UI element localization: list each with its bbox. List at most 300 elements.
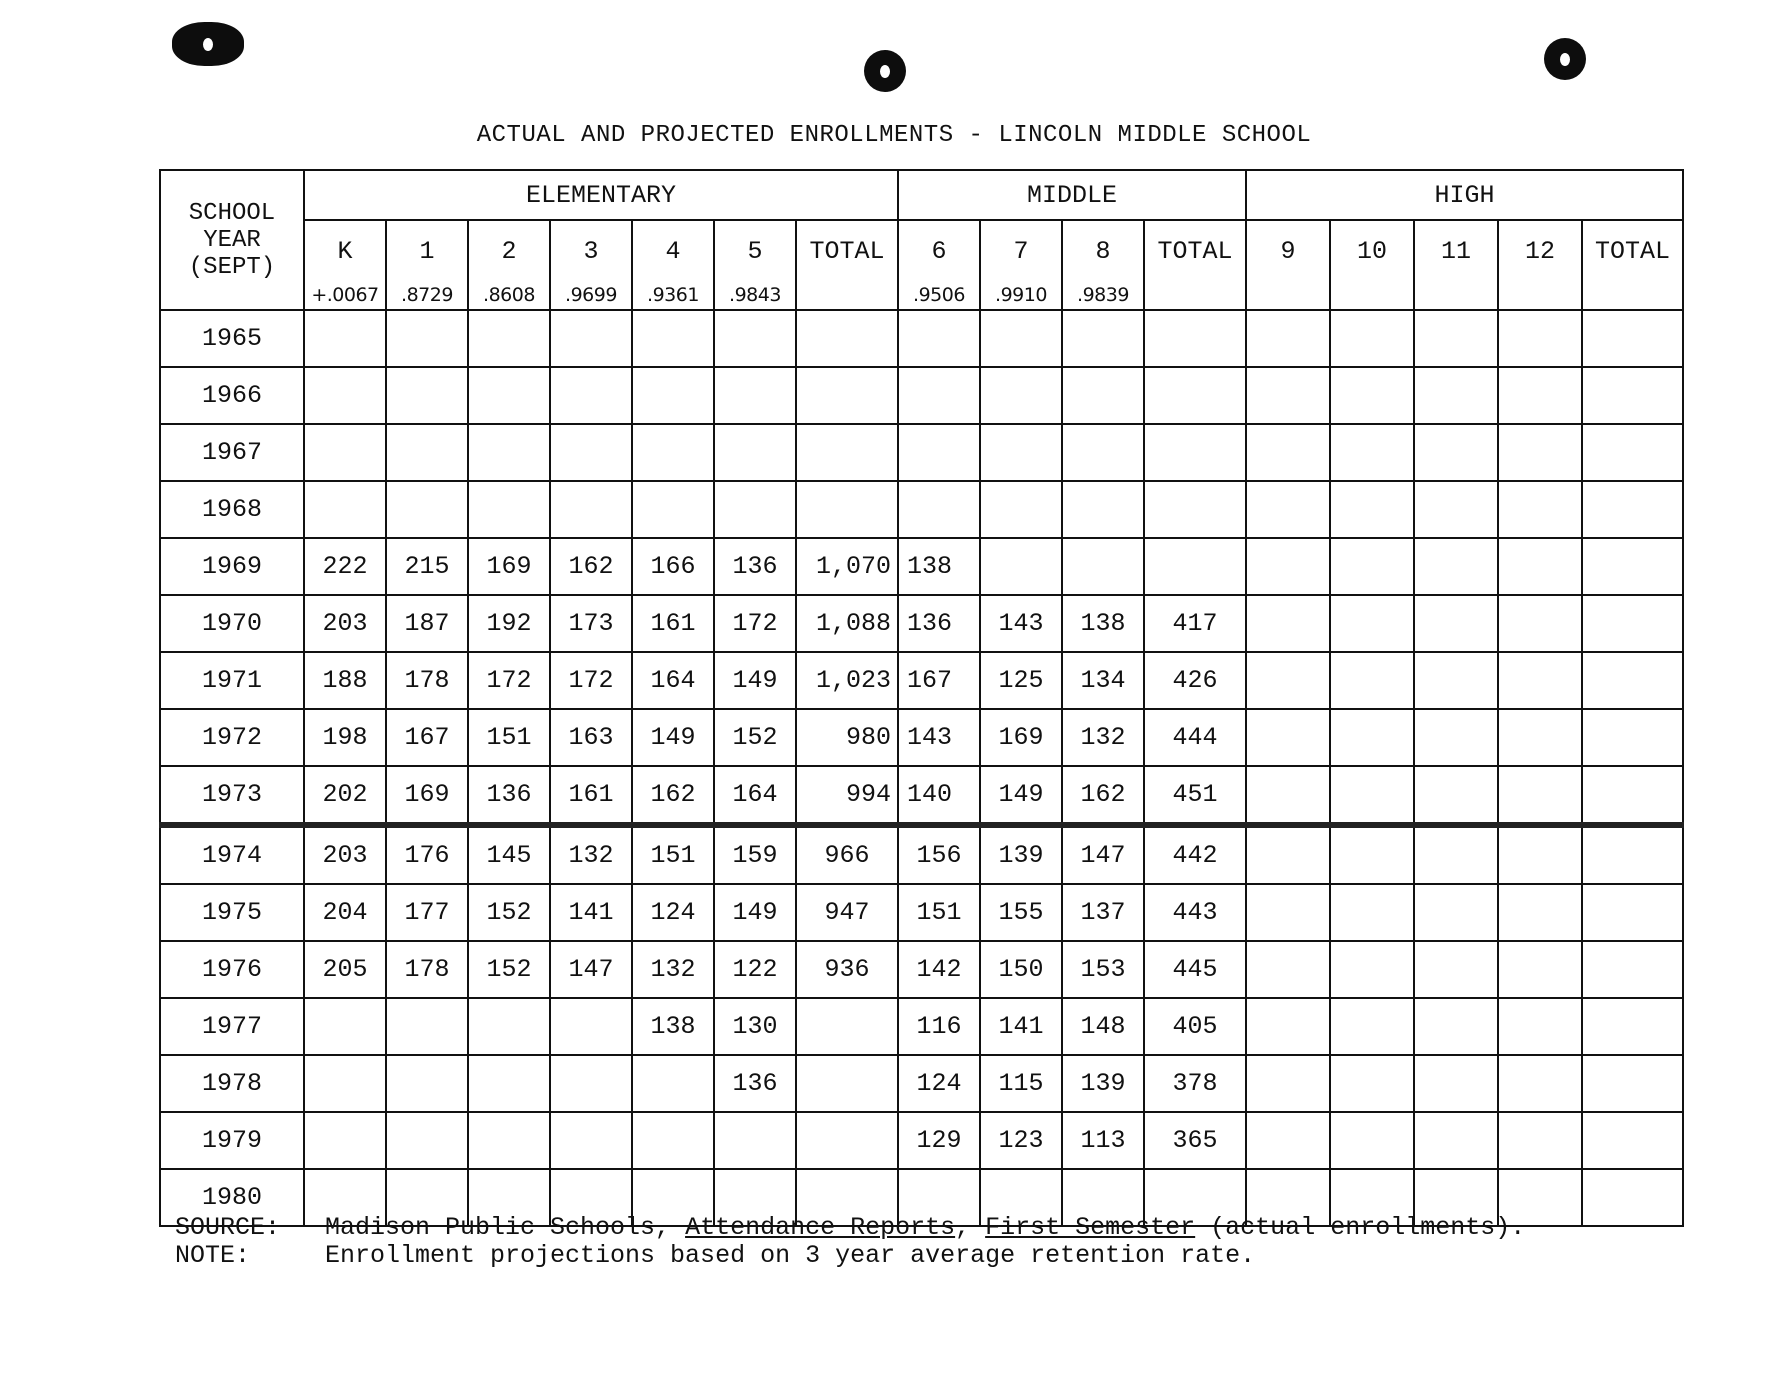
enrollment-cell: 1,070 [796, 538, 898, 595]
enrollment-cell [1414, 998, 1498, 1055]
source-first-semester: First Semester [985, 1213, 1196, 1242]
enrollment-cell: 169 [980, 709, 1062, 766]
enrollment-cell: 187 [386, 595, 468, 652]
grade-header-2 [468, 220, 550, 310]
enrollment-cell: 141 [550, 884, 632, 941]
enrollment-cell: 176 [386, 825, 468, 884]
enrollment-cell [1144, 424, 1246, 481]
enrollment-cell [1498, 481, 1582, 538]
enrollment-cell: 188 [304, 652, 386, 709]
enrollment-cell [1330, 1112, 1414, 1169]
enrollment-cell [550, 310, 632, 367]
enrollment-cell: 222 [304, 538, 386, 595]
enrollment-cell [1498, 1112, 1582, 1169]
punch-hole-right [1544, 38, 1586, 80]
table-row [160, 595, 1683, 652]
grade-label: TOTAL [1595, 237, 1671, 266]
enrollment-cell: 136 [898, 595, 980, 652]
enrollment-cell [980, 310, 1062, 367]
enrollment-cell: 365 [1144, 1112, 1246, 1169]
enrollment-cell [980, 424, 1062, 481]
enrollment-cell [1582, 310, 1683, 367]
enrollment-cell [1330, 310, 1414, 367]
enrollment-cell: 143 [980, 595, 1062, 652]
enrollment-cell: 156 [898, 825, 980, 884]
enrollment-cell [1414, 1055, 1498, 1112]
grade-header-7 [898, 220, 980, 310]
retention-rate: .9910 [995, 284, 1047, 306]
grade-header-9 [1062, 220, 1144, 310]
enrollment-cell: 980 [796, 709, 898, 766]
enrollment-cell [1330, 652, 1414, 709]
enrollment-cell [632, 1055, 714, 1112]
enrollment-cell: 138 [1062, 595, 1144, 652]
grade-label: 12 [1525, 237, 1556, 266]
grade-header-14 [1498, 220, 1582, 310]
enrollment-cell [304, 424, 386, 481]
enrollment-cell [1582, 709, 1683, 766]
enrollment-cell [1582, 998, 1683, 1055]
enrollment-cell: 451 [1144, 766, 1246, 825]
enrollment-cell [1246, 1112, 1330, 1169]
enrollment-cell [1246, 424, 1330, 481]
enrollment-cell [304, 1055, 386, 1112]
enrollment-cell: 149 [980, 766, 1062, 825]
enrollment-cell [980, 367, 1062, 424]
footer-notes [175, 1214, 1525, 1270]
enrollment-cell [1246, 941, 1330, 998]
enrollment-cell: 442 [1144, 825, 1246, 884]
enrollment-cell [468, 367, 550, 424]
enrollment-cell [550, 367, 632, 424]
table-row [160, 652, 1683, 709]
enrollment-cell [1582, 766, 1683, 825]
enrollment-cell [304, 1112, 386, 1169]
table-row [160, 1112, 1683, 1169]
enrollment-cell [1414, 1112, 1498, 1169]
enrollment-cell: 136 [714, 1055, 796, 1112]
table-row [160, 310, 1683, 367]
enrollment-cell: 123 [980, 1112, 1062, 1169]
enrollment-cell [386, 424, 468, 481]
enrollment-cell [1498, 709, 1582, 766]
enrollment-cell [468, 998, 550, 1055]
table-row [160, 424, 1683, 481]
enrollment-cell [1144, 538, 1246, 595]
enrollment-cell [1582, 481, 1683, 538]
enrollment-cell [1330, 424, 1414, 481]
source-separator: , [955, 1213, 986, 1242]
enrollment-cell [1498, 367, 1582, 424]
enrollment-cell [632, 1112, 714, 1169]
table-row [160, 825, 1683, 884]
enrollment-cell: 378 [1144, 1055, 1246, 1112]
grade-label: 6 [931, 237, 947, 266]
enrollment-cell [1582, 884, 1683, 941]
enrollment-cell: 202 [304, 766, 386, 825]
enrollment-cell [796, 1112, 898, 1169]
enrollment-cell: 162 [550, 538, 632, 595]
enrollment-cell [980, 538, 1062, 595]
enrollment-cell: 139 [1062, 1055, 1144, 1112]
enrollment-cell [1246, 595, 1330, 652]
enrollment-cell: 164 [714, 766, 796, 825]
enrollment-cell [714, 1112, 796, 1169]
school-year-cell: 1967 [160, 424, 304, 481]
table-row [160, 709, 1683, 766]
enrollment-cell [980, 481, 1062, 538]
enrollment-cell: 151 [468, 709, 550, 766]
school-year-cell: 1974 [160, 825, 304, 884]
school-year-cell: 1976 [160, 941, 304, 998]
enrollment-cell [550, 1055, 632, 1112]
retention-rate: .9843 [729, 284, 781, 306]
enrollment-cell: 152 [468, 941, 550, 998]
grade-header-4 [632, 220, 714, 310]
enrollment-cell [714, 367, 796, 424]
grade-label: K [337, 237, 353, 266]
table-row [160, 998, 1683, 1055]
high-header: HIGH [1246, 170, 1683, 220]
enrollment-cell [1246, 1055, 1330, 1112]
enrollment-cell: 1,088 [796, 595, 898, 652]
grade-label: 1 [419, 237, 435, 266]
enrollment-cell [1582, 595, 1683, 652]
table-row [160, 367, 1683, 424]
note-text: Enrollment projections based on 3 year average retention rate. [325, 1241, 1256, 1270]
enrollment-cell: 162 [1062, 766, 1144, 825]
enrollment-cell [1330, 884, 1414, 941]
enrollment-cell: 203 [304, 595, 386, 652]
enrollment-cell: 116 [898, 998, 980, 1055]
enrollment-cell [1414, 709, 1498, 766]
enrollment-cell [632, 367, 714, 424]
punch-hole-left [172, 22, 244, 66]
enrollment-cell: 149 [714, 652, 796, 709]
grade-header-12 [1330, 220, 1414, 310]
enrollment-cell [796, 1055, 898, 1112]
group-header-row [160, 170, 1683, 220]
enrollment-cell: 140 [898, 766, 980, 825]
enrollment-cell [1498, 825, 1582, 884]
enrollment-cell [1498, 998, 1582, 1055]
grade-label: 9 [1280, 237, 1296, 266]
enrollment-cell [1246, 884, 1330, 941]
enrollment-cell [1330, 766, 1414, 825]
enrollment-cell: 445 [1144, 941, 1246, 998]
enrollment-cell [468, 481, 550, 538]
enrollment-cell: 161 [550, 766, 632, 825]
enrollment-cell [1330, 1055, 1414, 1112]
school-year-cell: 1966 [160, 367, 304, 424]
grade-label: TOTAL [809, 237, 885, 266]
table-row [160, 884, 1683, 941]
enrollment-cell [632, 424, 714, 481]
enrollment-cell [1498, 884, 1582, 941]
enrollment-cell [1414, 424, 1498, 481]
enrollment-cell [1498, 595, 1582, 652]
enrollment-cell [1498, 1055, 1582, 1112]
school-year-cell: 1978 [160, 1055, 304, 1112]
enrollment-cell: 167 [386, 709, 468, 766]
enrollment-cell [1330, 941, 1414, 998]
enrollment-cell [1246, 367, 1330, 424]
enrollment-cell [1414, 481, 1498, 538]
enrollment-cell: 166 [632, 538, 714, 595]
grade-header-15 [1582, 220, 1683, 310]
enrollment-cell: 132 [632, 941, 714, 998]
enrollment-cell [1498, 424, 1582, 481]
enrollment-cell [304, 481, 386, 538]
enrollment-cell: 129 [898, 1112, 980, 1169]
enrollment-cell: 151 [898, 884, 980, 941]
grade-label: 3 [583, 237, 599, 266]
enrollment-cell [1582, 1055, 1683, 1112]
school-year-cell: 1969 [160, 538, 304, 595]
retention-rate: .8608 [483, 284, 535, 306]
grade-header-10 [1144, 220, 1246, 310]
enrollment-cell [1246, 538, 1330, 595]
enrollment-cell: 155 [980, 884, 1062, 941]
middle-header: MIDDLE [898, 170, 1246, 220]
enrollment-cell [796, 310, 898, 367]
school-year-cell: 1971 [160, 652, 304, 709]
table-row [160, 538, 1683, 595]
source-label: SOURCE: [175, 1213, 281, 1242]
enrollment-cell [468, 1112, 550, 1169]
enrollment-cell: 164 [632, 652, 714, 709]
enrollment-cell: 137 [1062, 884, 1144, 941]
enrollment-cell: 134 [1062, 652, 1144, 709]
enrollment-cell [304, 998, 386, 1055]
enrollment-cell [796, 424, 898, 481]
grade-header-5 [714, 220, 796, 310]
enrollment-cell [1330, 481, 1414, 538]
enrollment-cell: 147 [550, 941, 632, 998]
enrollment-cell [1498, 538, 1582, 595]
enrollment-cell [1246, 709, 1330, 766]
enrollment-cell [1414, 825, 1498, 884]
note-label: NOTE: [175, 1241, 251, 1270]
enrollment-cell [1062, 367, 1144, 424]
enrollment-cell [1582, 825, 1683, 884]
grade-label: 8 [1095, 237, 1111, 266]
enrollment-cell [1246, 481, 1330, 538]
enrollment-cell: 138 [632, 998, 714, 1055]
enrollment-cell: 150 [980, 941, 1062, 998]
grade-header-0 [304, 220, 386, 310]
enrollment-cell: 115 [980, 1055, 1062, 1112]
enrollment-cell: 125 [980, 652, 1062, 709]
enrollment-cell [1498, 766, 1582, 825]
enrollment-cell [386, 367, 468, 424]
enrollment-cell [1414, 367, 1498, 424]
enrollment-cell: 162 [632, 766, 714, 825]
enrollment-cell [1414, 652, 1498, 709]
enrollment-cell: 167 [898, 652, 980, 709]
enrollment-cell [1330, 595, 1414, 652]
enrollment-cell [1414, 766, 1498, 825]
enrollment-cell [1414, 884, 1498, 941]
enrollment-cell: 141 [980, 998, 1062, 1055]
enrollment-cell: 149 [714, 884, 796, 941]
enrollment-cell: 215 [386, 538, 468, 595]
enrollment-cell: 192 [468, 595, 550, 652]
table-row [160, 766, 1683, 825]
grade-header-8 [980, 220, 1062, 310]
retention-rate: +.0067 [311, 284, 379, 306]
school-year-header: SCHOOL YEAR (SEPT) [160, 170, 304, 310]
retention-rate: .9839 [1077, 284, 1129, 306]
enrollment-cell [1582, 1169, 1683, 1226]
enrollment-cell [1246, 998, 1330, 1055]
enrollment-cell [1062, 424, 1144, 481]
school-year-cell: 1977 [160, 998, 304, 1055]
table-row [160, 941, 1683, 998]
enrollment-cell: 163 [550, 709, 632, 766]
enrollment-cell: 173 [550, 595, 632, 652]
enrollment-cell: 169 [386, 766, 468, 825]
enrollment-cell [714, 481, 796, 538]
enrollment-cell: 966 [796, 825, 898, 884]
enrollment-cell: 172 [468, 652, 550, 709]
school-year-cell: 1973 [160, 766, 304, 825]
enrollment-cell: 198 [304, 709, 386, 766]
enrollment-cell [550, 424, 632, 481]
enrollment-cell: 143 [898, 709, 980, 766]
punch-hole-center [864, 50, 906, 92]
enrollment-cell: 124 [898, 1055, 980, 1112]
enrollment-cell: 205 [304, 941, 386, 998]
enrollment-cell: 994 [796, 766, 898, 825]
enrollment-cell [796, 481, 898, 538]
enrollment-cell: 405 [1144, 998, 1246, 1055]
enrollment-cell [632, 481, 714, 538]
source-attendance-reports: Attendance Reports [685, 1213, 956, 1242]
enrollment-cell [1498, 941, 1582, 998]
enrollment-cell [714, 310, 796, 367]
enrollment-cell [386, 310, 468, 367]
source-line [175, 1214, 1525, 1242]
enrollment-cell [1414, 941, 1498, 998]
enrollment-cell: 178 [386, 652, 468, 709]
grade-header-6 [796, 220, 898, 310]
enrollment-cell [898, 481, 980, 538]
page-title: ACTUAL AND PROJECTED ENROLLMENTS - LINCOLN MIDDLE SCHOOL [476, 122, 1312, 149]
retention-rate: .9699 [565, 284, 617, 306]
enrollment-cell [1330, 538, 1414, 595]
retention-rate: .9506 [913, 284, 965, 306]
enrollment-cell [1498, 310, 1582, 367]
elementary-header: ELEMENTARY [304, 170, 898, 220]
enrollment-cell [1062, 481, 1144, 538]
grade-label: 10 [1357, 237, 1388, 266]
note-line [175, 1242, 1525, 1270]
grade-label: 4 [665, 237, 681, 266]
enrollment-cell: 138 [898, 538, 980, 595]
enrollment-cell [1246, 825, 1330, 884]
enrollment-cell [304, 310, 386, 367]
enrollment-cell: 417 [1144, 595, 1246, 652]
enrollment-cell: 169 [468, 538, 550, 595]
enrollment-cell [304, 367, 386, 424]
enrollment-cell [1582, 1112, 1683, 1169]
grade-label: 5 [747, 237, 763, 266]
enrollment-cell: 204 [304, 884, 386, 941]
enrollment-cell [1414, 310, 1498, 367]
enrollment-cell: 152 [714, 709, 796, 766]
enrollment-cell [1062, 538, 1144, 595]
enrollment-cell: 136 [714, 538, 796, 595]
enrollment-cell [1246, 766, 1330, 825]
enrollment-cell [796, 367, 898, 424]
enrollment-cell: 172 [550, 652, 632, 709]
enrollment-cell [550, 1112, 632, 1169]
enrollment-cell: 947 [796, 884, 898, 941]
school-year-cell: 1970 [160, 595, 304, 652]
enrollment-cell [632, 310, 714, 367]
enrollment-cell [550, 481, 632, 538]
enrollment-cell: 132 [550, 825, 632, 884]
enrollment-cell [1246, 310, 1330, 367]
enrollment-cell [468, 424, 550, 481]
grade-header-3 [550, 220, 632, 310]
grade-label: 11 [1441, 237, 1472, 266]
enrollment-cell [714, 424, 796, 481]
enrollment-cell [1582, 652, 1683, 709]
enrollment-cell: 145 [468, 825, 550, 884]
enrollment-cell [1582, 424, 1683, 481]
enrollment-cell [1498, 652, 1582, 709]
enrollment-cell [550, 998, 632, 1055]
school-year-cell: 1980 [160, 1169, 304, 1226]
enrollment-cell [386, 1112, 468, 1169]
enrollment-cell: 149 [632, 709, 714, 766]
enrollment-cell: 113 [1062, 1112, 1144, 1169]
enrollment-cell [1144, 310, 1246, 367]
enrollment-cell [796, 998, 898, 1055]
enrollment-cell [1414, 538, 1498, 595]
enrollment-cell: 132 [1062, 709, 1144, 766]
table-row [160, 481, 1683, 538]
enrollment-cell: 148 [1062, 998, 1144, 1055]
school-year-cell: 1965 [160, 310, 304, 367]
enrollment-cell: 178 [386, 941, 468, 998]
enrollment-table [159, 169, 1684, 1227]
grade-header-1 [386, 220, 468, 310]
enrollment-cell: 130 [714, 998, 796, 1055]
enrollment-cell [1414, 595, 1498, 652]
enrollment-cell [1582, 367, 1683, 424]
enrollment-cell: 444 [1144, 709, 1246, 766]
enrollment-cell [1330, 825, 1414, 884]
enrollment-cell: 172 [714, 595, 796, 652]
enrollment-cell: 177 [386, 884, 468, 941]
enrollment-cell: 152 [468, 884, 550, 941]
enrollment-cell [1062, 310, 1144, 367]
grade-label: 2 [501, 237, 517, 266]
enrollment-cell [386, 1055, 468, 1112]
enrollment-cell [1330, 709, 1414, 766]
enrollment-cell: 203 [304, 825, 386, 884]
enrollment-cell [468, 310, 550, 367]
enrollment-cell [468, 1055, 550, 1112]
enrollment-cell: 139 [980, 825, 1062, 884]
grade-label: 7 [1013, 237, 1029, 266]
enrollment-cell: 153 [1062, 941, 1144, 998]
enrollment-cell [898, 424, 980, 481]
grade-header-11 [1246, 220, 1330, 310]
